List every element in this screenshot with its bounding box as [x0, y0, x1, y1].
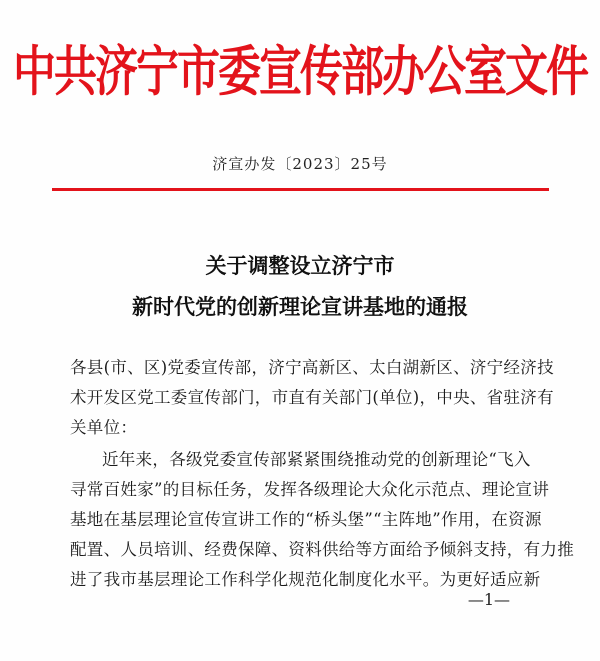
document-number: 济宣办发〔2023〕25号	[212, 155, 388, 173]
addressee-line: 各县(市、区)党委宣传部，济宁高新区、太白湖新区、济宁经济技	[70, 358, 554, 377]
document-title-line-1: 关于调整设立济宁市	[205, 254, 395, 278]
body-paragraph-line: 近年来，各级党委宣传部紧紧围绕推动党的创新理论“飞入	[102, 450, 531, 469]
page-number: —1—	[467, 590, 510, 609]
body-paragraph-line: 进了我市基层理论工作科学化规范化制度化水平。为更好适应新	[70, 570, 541, 589]
body-paragraph-line: 配置、人员培训、经费保障、资料供给等方面给予倾斜支持，有力推	[70, 540, 574, 559]
document-title-line-2: 新时代党的创新理论宣讲基地的通报	[132, 295, 468, 319]
red-divider-line	[52, 188, 549, 191]
body-paragraph-line: 寻常百姓家”的目标任务，发挥各级理论大众化示范点、理论宣讲	[70, 480, 550, 499]
addressee-line: 关单位：	[70, 418, 138, 437]
body-paragraph-line: 基地在基层理论宣传宣讲工作的“桥头堡”“主阵地”作用，在资源	[70, 510, 542, 529]
addressee-line: 术开发区党工委宣传部门，市直有关部门(单位)，中央、省驻济有	[70, 388, 554, 407]
masthead-title: 中共济宁市委宣传部办公室文件	[13, 41, 587, 104]
